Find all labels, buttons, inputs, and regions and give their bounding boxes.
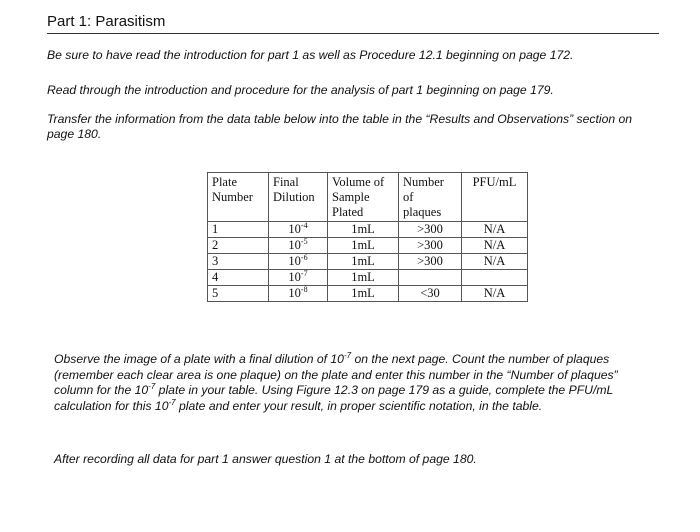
dilution-exponent: -6 [300,252,308,262]
instruction-count-plaques [54,352,644,414]
cell-pfu: N/A [462,254,528,270]
dilution-base: 10 [288,286,301,300]
dilution-exponent: -4 [300,220,308,230]
header-line: Sample [332,190,370,204]
header-pfu-per-ml [462,173,528,222]
table-row [208,254,528,270]
dilution-exponent: -7 [300,268,308,278]
cell-volume: 1mL [328,286,399,302]
dilution-base: 10 [288,238,301,252]
cell-plate: 5 [208,286,269,302]
exponent: -7 [168,397,176,407]
dilution-exponent: -8 [300,284,308,294]
page-title: Part 1: Parasitism [47,13,166,30]
dilution-base: 10 [288,270,301,284]
table-row [208,270,528,286]
header-line: plaques [403,205,442,219]
table-row [208,238,528,254]
data-table [207,172,528,302]
cell-plaques: >300 [399,222,462,238]
cell-plaques: <30 [399,286,462,302]
cell-pfu [462,270,528,286]
cell-dilution [269,254,328,270]
header-line: Number [403,175,444,189]
header-line: Volume of [332,175,385,189]
cell-dilution [269,270,328,286]
cell-dilution [269,222,328,238]
header-number-of-plaques [399,173,462,222]
header-volume-plated [328,173,399,222]
cell-volume: 1mL [328,222,399,238]
dilution-base: 10 [288,254,301,268]
cell-plaques: >300 [399,254,462,270]
cell-plate: 1 [208,222,269,238]
cell-volume: 1mL [328,254,399,270]
text-run: plate and enter your result, in proper scientific notation, in the table. [175,398,543,413]
exponent: -7 [148,381,156,391]
cell-plate: 2 [208,238,269,254]
table-row [208,286,528,302]
cell-pfu: N/A [462,222,528,238]
header-plate-number [208,173,269,222]
header-line: Dilution [273,190,315,204]
cell-plaques: >300 [399,238,462,254]
text-run: Observe the image of a plate with a final dilution of 10 [54,352,344,366]
instruction-read-procedure: Read through the introduction and procedure for the analysis of part 1 beginning on page 179. [47,83,554,97]
table-header-row [208,173,528,222]
table-row [208,222,528,238]
cell-plate: 3 [208,254,269,270]
header-line: PFU/mL [472,175,517,189]
cell-plaques [399,270,462,286]
header-line: Plated [332,205,364,219]
header-final-dilution [269,173,328,222]
cell-dilution [269,286,328,302]
header-line: of [403,190,414,204]
cell-dilution [269,238,328,254]
instruction-answer-question: After recording all data for part 1 answer question 1 at the bottom of page 180. [54,452,477,466]
title-underline [47,33,659,34]
text-run: plate in your table. Using Figure 12.3 on page 179 as a guide, complete the PFU/mL calculation for this 10 [54,383,614,413]
cell-volume: 1mL [328,238,399,254]
instruction-read-introduction: Be sure to have read the introduction for part 1 as well as Procedure 12.1 beginning on page 172. [47,48,574,62]
header-line: Final [273,175,299,189]
exponent: -7 [343,350,352,360]
text-run: on the next page. Count the number of plaques (remember each clear area is one plaque) on the plate and enter this number in the “Number of plaques” column for the 10 [54,352,618,397]
header-line: Plate [212,175,237,189]
dilution-exponent: -5 [300,236,308,246]
cell-volume: 1mL [328,270,399,286]
cell-pfu: N/A [462,238,528,254]
header-line: Number [212,190,253,204]
cell-plate: 4 [208,270,269,286]
cell-pfu: N/A [462,286,528,302]
instruction-transfer-data: Transfer the information from the data table below into the table in the “Results and Observations” section on page 180. [47,112,633,141]
dilution-base: 10 [288,222,301,236]
